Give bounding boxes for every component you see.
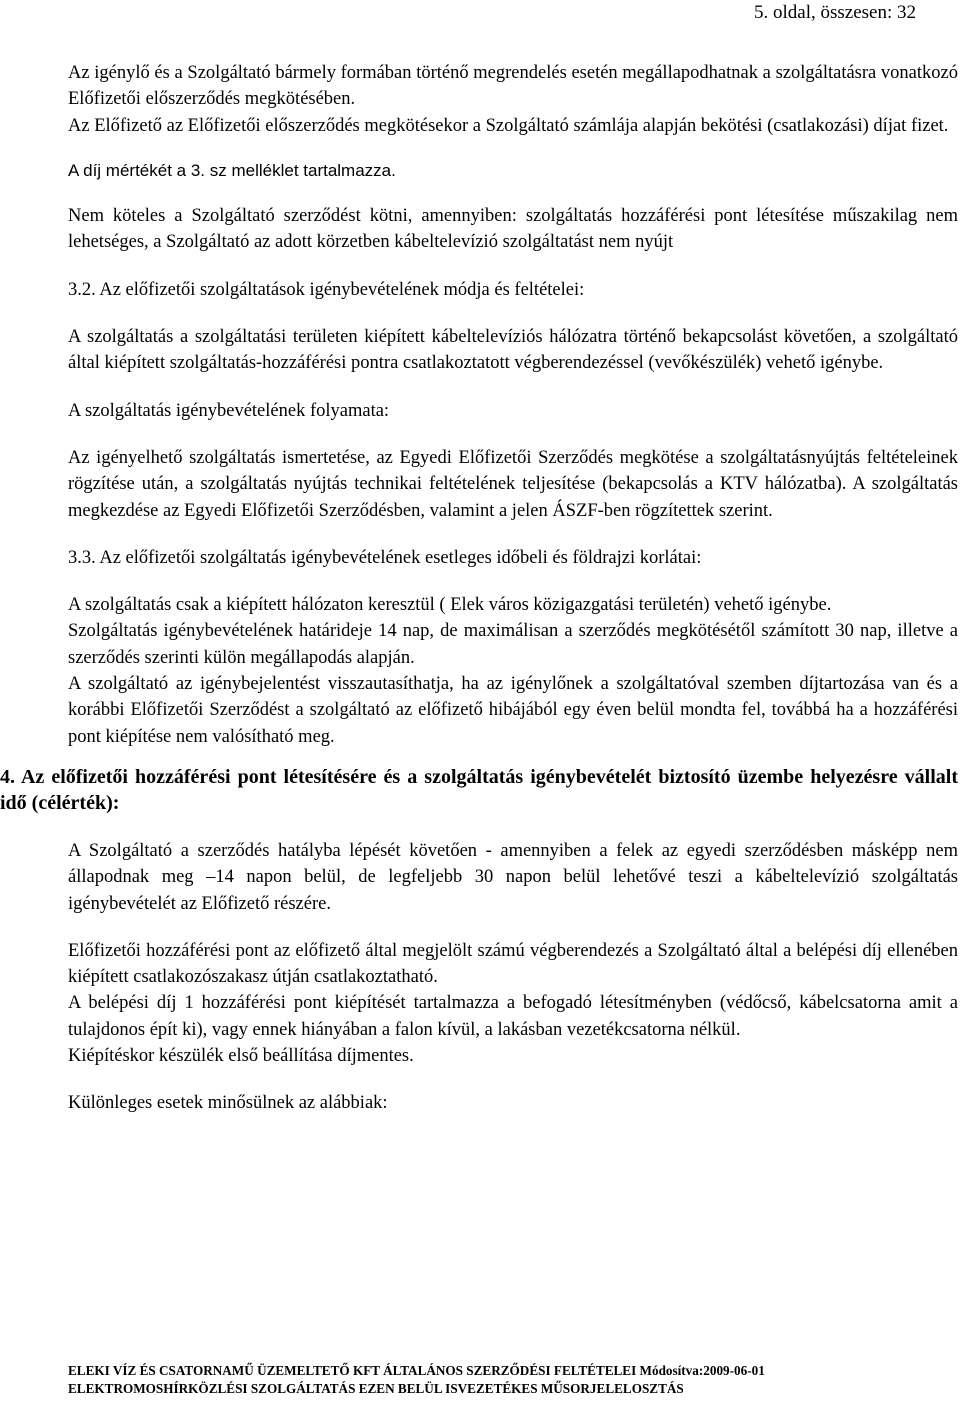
paragraph: A Szolgáltató a szerződés hatályba lépését követően - amennyiben a felek az egyedi szerződésben másképp nem állapodnak meg –14 napon belül, de legfeljebb 30 napon belül lehetővé teszi a kábeltelevízió szolgáltatás igénybevételét az Előfizető részére. [68,840,958,914]
paragraph: Az igénylő és a Szolgáltató bármely formában történő megrendelés esetén megállapodhatnak a szolgáltatásra vonatkozó Előfizetői előszerződés megkötésében. [68,63,958,110]
paragraph: Előfizetői hozzáférési pont az előfizető által megjelölt számú végberendezés a Szolgáltató által a belépési díj ellenében kiépített csatlakozószakasz útján csatlakoztatható. [68,940,958,988]
paragraph: Az Előfizető az Előfizetői előszerződés megkötésekor a Szolgáltató számlája alapján bekötési (csatlakozási) díjat fizet. [68,115,949,136]
paragraph: Nem köteles a Szolgáltató szerződést kötni, amennyiben: szolgáltatás hozzáférési pont létesítése műszakilag nem lehetséges, a Szolgáltató az adott körzetben kábeltelevízió szolgáltatást nem nyújt [68,206,958,253]
subsection-heading: 3.3. Az előfizetői szolgáltatás igénybevételének esetleges időbeli és földrajzi korlátai: [68,547,702,568]
subsection-heading: 3.2. Az előfizetői szolgáltatások igénybevételének módja és feltételei: [68,279,585,300]
paragraph: A szolgáltatás csak a kiépített hálózaton keresztül ( Elek város közigazgatási területén) vehető igénybe. [68,595,832,616]
page-footer [68,1362,956,1398]
paragraph: A díj mértékét a 3. sz melléklet tartalmazza. [68,160,396,180]
paragraph: A szolgáltatás igénybevételének folyamata: [68,400,390,421]
paragraph: Az igényelhető szolgáltatás ismertetése, az Egyedi Előfizetői Szerződés megkötése a szolgáltatásnyújtás feltételeinek rögzítése után, a szolgáltatás nyújtás technikai feltételének teljesítése (bekapcsolás a KTV hálózatba). A szolgáltatás megkezdése az Egyedi Előfizetői Szerződésben, valamint a jelen ÁSZF-ben rögzítettek szerint. [68,447,958,521]
document-body [0,60,958,1117]
paragraph: A belépési díj 1 hozzáférési pont kiépítését tartalmazza a befogadó létesítményben (védőcső, kábelcsatorna amit a tulajdonos épít ki), vagy ennek hiányában a falon kívül, a lakásban vezetékcsatorna nélkül. [68,993,958,1040]
footer-line: ELEKTROMOSHÍRKÖZLÉSI SZOLGÁLTATÁS EZEN BELÜL ISVEZETÉKES MŰSORJELELOSZTÁS [68,1381,684,1396]
footer-line: ELEKI VÍZ ÉS CSATORNAMŰ ÜZEMELTETŐ KFT ÁLTALÁNOS SZERZŐDÉSI FELTÉTELEI Módosítva:2009-06-01 [68,1363,765,1378]
paragraph: A szolgáltató az igénybejelentést visszautasíthatja, ha az igénylőnek a szolgáltatóval szemben díjtartozása van és a korábbi Előfizetői Szerződést a szolgáltató az előfizető hibájából egy éven belül mondta fel, továbbá ha a hozzáférési pont kiépítése nem valósítható meg. [68,674,958,747]
paragraph: Különleges esetek minősülnek az alábbiak: [68,1093,388,1114]
paragraph: A szolgáltatás a szolgáltatási területen kiépített kábeltelevíziós hálózatra történő bekapcsolást követően, a szolgáltató által kiépített szolgáltatás-hozzáférési pontra csatlakoztatott végberendezéssel (vevőkészülék) vehető igénybe. [68,327,958,374]
paragraph: Szolgáltatás igénybevételének határideje 14 nap, de maximálisan a szerződés megkötésétől számított 30 nap, illetve a szerződés szerinti külön megállapodás alapján. [68,621,958,668]
paragraph: Kiépítéskor készülék első beállítása díjmentes. [68,1046,414,1067]
section-heading: 4. Az előfizetői hozzáférési pont létesítésére és a szolgáltatás igénybevételét biztosító üzembe helyezésre vállalt idő (célérték): [0,765,958,815]
page-indicator: 5. oldal, összesen: 32 [753,2,916,23]
